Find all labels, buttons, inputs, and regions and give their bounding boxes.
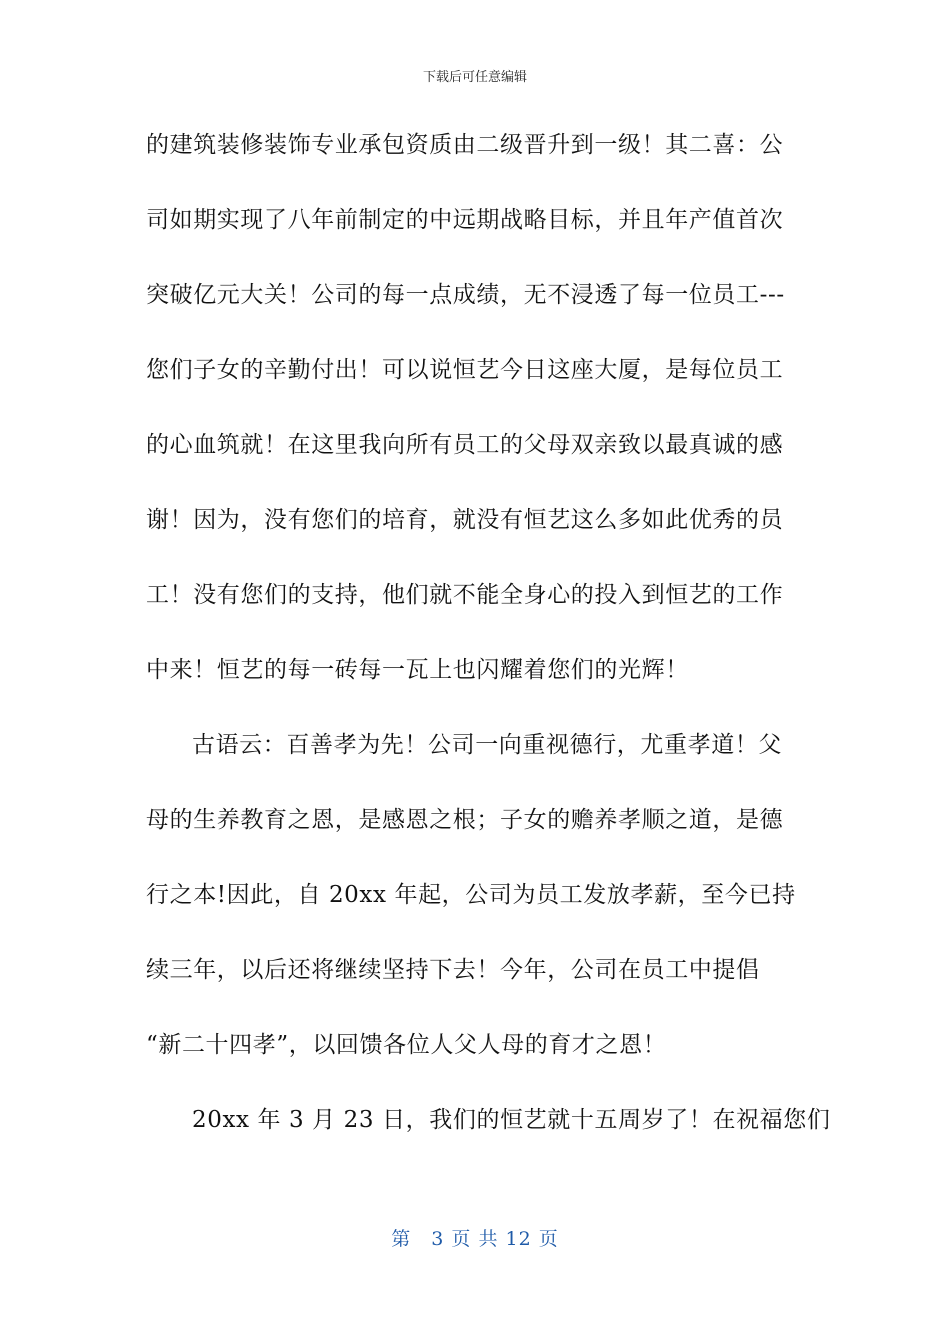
text-line: 的心血筑就！在这里我向所有员工的父母双亲致以最真诚的感 bbox=[146, 432, 784, 458]
text-line: 工！没有您们的支持，他们就不能全身心的投入到恒艺的工作 bbox=[146, 582, 784, 608]
text-line: “新二十四孝”，以回馈各位人父人母的育才之恩！ bbox=[146, 1032, 667, 1058]
text-line: 行之本!因此，自 20xx 年起，公司为员工发放孝薪，至今已持 bbox=[146, 882, 796, 908]
text-line: 古语云：百善孝为先！公司一向重视德行，尤重孝道！父 bbox=[192, 732, 782, 758]
text-line: 谢！因为，没有您们的培育，就没有恒艺这么多如此优秀的员 bbox=[146, 507, 784, 533]
text-line: 续三年，以后还将继续坚持下去！今年，公司在员工中提倡 bbox=[146, 957, 760, 983]
text-line: 母的生养教育之恩，是感恩之根；子女的赡养孝顺之道，是德 bbox=[146, 807, 784, 833]
text-line: 突破亿元大关！公司的每一点成绩，无不浸透了每一位员工--- bbox=[146, 282, 785, 308]
text-line: 您们子女的辛勤付出！可以说恒艺今日这座大厦，是每位员工 bbox=[146, 357, 784, 383]
text-line: 司如期实现了八年前制定的中远期战略目标，并且年产值首次 bbox=[146, 207, 784, 233]
text-line: 中来！恒艺的每一砖每一瓦上也闪耀着您们的光辉！ bbox=[146, 657, 689, 683]
page-header: 下载后可任意编辑 bbox=[422, 70, 527, 85]
text-line: 的建筑装修装饰专业承包资质由二级晋升到一级！其二喜：公 bbox=[146, 132, 784, 158]
page-number-footer: 第 3 页 共 12 页 bbox=[391, 1228, 559, 1250]
text-line: 20xx 年 3 月 23 日，我们的恒艺就十五周岁了！在祝福您们 bbox=[192, 1107, 831, 1133]
